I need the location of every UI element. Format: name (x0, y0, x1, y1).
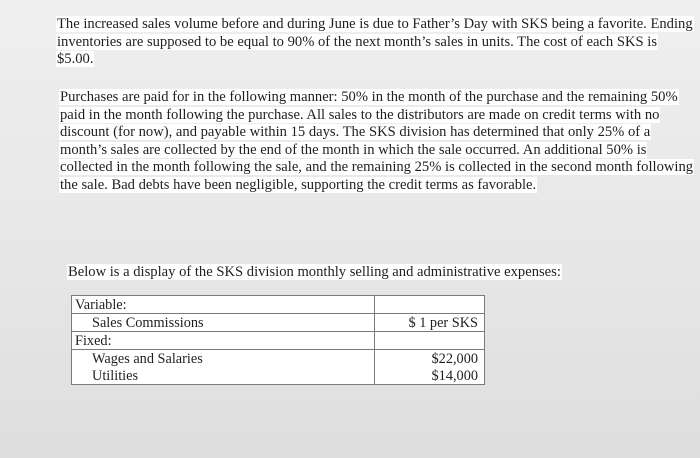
sales-commissions-label: Sales Commissions (72, 314, 375, 332)
variable-section-label: Variable: (72, 296, 375, 314)
intro-paragraph-text: The increased sales volume before and during June is due to Father’s Day with SKS being a favorite. Ending inventories are supposed to be equal to 90% of the next month’s sales in units. The cost of each SKS is $5.00. (57, 16, 693, 68)
sales-commissions-value: $ 1 per SKS (375, 314, 485, 332)
utilities-label: Utilities (72, 367, 375, 385)
expense-table (71, 295, 485, 385)
table-caption (67, 264, 687, 282)
wages-salaries-label: Wages and Salaries (72, 350, 375, 368)
table-row (72, 314, 485, 332)
intro-paragraph (56, 16, 696, 69)
fixed-header-value-cell (375, 332, 485, 350)
table-caption-text: Below is a display of the SKS division monthly selling and administrative expenses: (68, 264, 561, 280)
variable-header-value-cell (375, 296, 485, 314)
table-row (72, 296, 485, 314)
purchases-paragraph (59, 89, 695, 195)
purchases-paragraph-text: Purchases are paid for in the following manner: 50% in the month of the purchase and the remaining 50% paid in the month following the purchase. All sales to the distributors are made on credit terms with no discount (for now), and payable within 15 days. The SKS division has determined that only 25% of a month’s sales are collected by the end of the month in which the sale occurred. An additional 50% is collected in the month following the sale, and the remaining 25% is collected in the second month following the sale. Bad debts have been negligible, supporting the credit terms as favorable. (60, 89, 694, 193)
wages-salaries-value: $22,000 (375, 350, 485, 368)
table-row (72, 332, 485, 350)
table-row (72, 367, 485, 385)
utilities-value: $14,000 (375, 367, 485, 385)
table-row (72, 350, 485, 368)
fixed-section-label: Fixed: (72, 332, 375, 350)
